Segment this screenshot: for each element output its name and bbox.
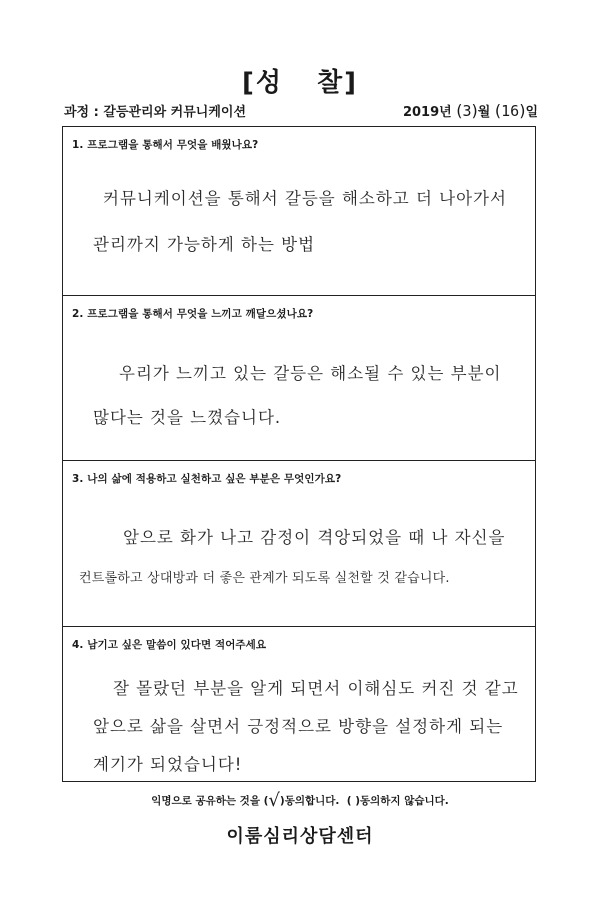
answer-3-line-2: 컨트롤하고 상대방과 더 좋은 관계가 되도록 실천할 것 같습니다. xyxy=(79,571,450,586)
section-1 xyxy=(63,127,535,295)
answer-4-line-2: 앞으로 삶을 살면서 긍정적으로 방향을 설정하게 되는 xyxy=(93,717,504,736)
date-month-value: 3 xyxy=(462,102,472,120)
date-year: 2019년 xyxy=(402,105,452,120)
reflection-form xyxy=(62,126,536,782)
question-1: 1. 프로그램을 통해서 무엇을 배웠나요? xyxy=(72,139,259,151)
date-day-value: 16 xyxy=(501,102,520,120)
date-month-suffix: 월 xyxy=(477,105,491,120)
answer-2-line-2: 많다는 것을 느꼈습니다. xyxy=(93,408,282,427)
course-label: 과정 : 갈등관리와 커뮤니케이션 xyxy=(64,105,247,120)
center-name: 이룸심리상담센터 xyxy=(226,826,374,847)
question-3: 3. 나의 삶에 적용하고 실천하고 싶은 부분은 무엇인가요? xyxy=(72,473,342,485)
date-day-suffix: 일 xyxy=(525,105,538,120)
title-right: 찰] xyxy=(317,68,358,98)
answer-4-line-1: 잘 몰랐던 부분을 알게 되면서 이해심도 커진 것 같고 xyxy=(113,679,519,698)
consent-line xyxy=(0,788,600,809)
answer-4-line-3: 계기가 되었습니다! xyxy=(93,755,243,774)
date-line: 2019년 (3)월 (16)일 xyxy=(402,101,538,120)
question-2: 2. 프로그램을 통해서 무엇을 느끼고 깨달으셨나요? xyxy=(72,308,314,320)
section-2 xyxy=(63,295,535,460)
title-left: [성 xyxy=(242,68,283,98)
consent-prefix: 익명으로 공유하는 것을 ( xyxy=(151,795,269,807)
answer-3-line-1: 앞으로 화가 나고 감정이 격앙되었을 때 나 자신을 xyxy=(123,528,506,547)
answer-1-line-2: 관리까지 가능하게 하는 방법 xyxy=(93,235,316,254)
answer-1-line-1: 커뮤니케이션을 통해서 갈등을 해소하고 더 나아가서 xyxy=(103,189,507,208)
consent-disagree: ( )동의하지 않습니다. xyxy=(346,795,449,807)
answer-2-line-1: 우리가 느끼고 있는 갈등은 해소될 수 있는 부분이 xyxy=(119,364,502,383)
section-4 xyxy=(63,626,535,783)
consent-agree: )동의합니다. xyxy=(279,795,340,807)
check-mark-icon: √ xyxy=(268,790,280,811)
question-4: 4. 남기고 싶은 말씀이 있다면 적어주세요 xyxy=(72,639,267,651)
page-title xyxy=(0,62,600,99)
section-3 xyxy=(63,460,535,626)
